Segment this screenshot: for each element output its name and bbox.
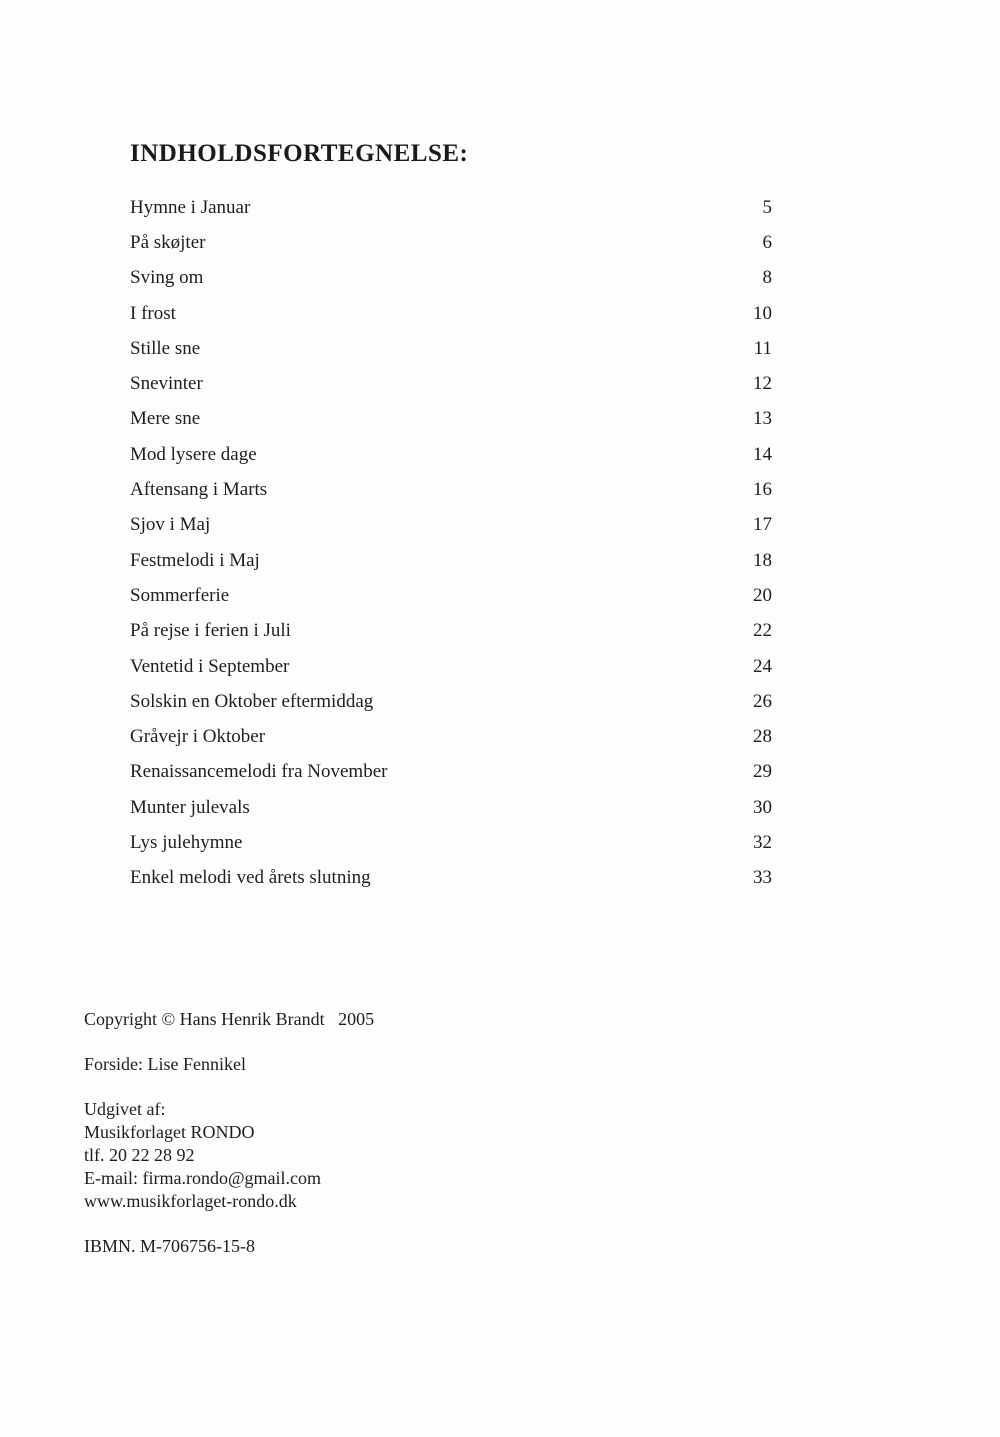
- toc-entry-title: Sving om: [130, 267, 204, 289]
- toc-entry: [130, 578, 772, 613]
- publisher-website: www.musikforlaget-rondo.dk: [84, 1191, 297, 1211]
- toc-entry-page: 20: [753, 584, 772, 606]
- toc-entry: [130, 543, 772, 578]
- toc-entry-page: 24: [753, 655, 772, 677]
- toc-entry: [130, 331, 772, 366]
- toc-entry-page: 16: [753, 479, 772, 501]
- toc-entry-page: 18: [753, 549, 772, 571]
- publisher-label: Udgivet af:: [84, 1099, 166, 1119]
- cover-credit: Forside: Lise Fennikel: [84, 1054, 246, 1074]
- toc-list: [130, 190, 772, 896]
- toc-entry: [130, 861, 772, 896]
- toc-entry-page: 33: [753, 867, 772, 889]
- toc-entry-title: Renaissancemelodi fra November: [130, 761, 388, 783]
- toc-entry: [130, 261, 772, 296]
- toc-entry-title: Munter julevals: [130, 796, 250, 818]
- toc-heading: INDHOLDSFORTEGNELSE:: [130, 140, 469, 167]
- toc-entry-title: Solskin en Oktober eftermiddag: [130, 690, 374, 712]
- publisher-email: E-mail: firma.rondo@gmail.com: [84, 1168, 322, 1188]
- toc-entry: [130, 472, 772, 507]
- toc-entry-title: På skøjter: [130, 231, 206, 253]
- toc-entry-title: Aftensang i Marts: [130, 479, 268, 501]
- toc-entry: [130, 825, 772, 860]
- toc-entry: [130, 719, 772, 754]
- toc-entry-page: 12: [753, 373, 772, 395]
- publisher-block: [84, 1098, 374, 1213]
- toc-entry-title: Snevinter: [130, 373, 203, 395]
- toc-entry-page: 11: [753, 337, 772, 359]
- toc-entry-title: Sommerferie: [130, 584, 230, 606]
- toc-entry: [130, 402, 772, 437]
- toc-entry-page: 17: [753, 514, 772, 536]
- ibmn-number: IBMN. M-706756-15-8: [84, 1236, 255, 1256]
- toc-entry-page: 6: [762, 231, 772, 253]
- toc-entry-title: Lys julehymne: [130, 831, 243, 853]
- publisher-phone: tlf. 20 22 28 92: [84, 1145, 195, 1165]
- toc-entry-title: Enkel melodi ved årets slutning: [130, 867, 371, 889]
- toc-entry: [130, 614, 772, 649]
- toc-entry-page: 14: [753, 443, 772, 465]
- toc-entry-page: 8: [762, 267, 772, 289]
- toc-entry-title: Mere sne: [130, 408, 201, 430]
- toc-entry-page: 29: [753, 761, 772, 783]
- toc-entry-page: 32: [753, 831, 772, 853]
- toc-entry: [130, 790, 772, 825]
- toc-entry-page: 22: [753, 620, 772, 642]
- toc-entry: [130, 366, 772, 401]
- toc-entry: [130, 296, 772, 331]
- toc-entry: [130, 649, 772, 684]
- toc-entry-title: Ventetid i September: [130, 655, 290, 677]
- toc-entry: [130, 190, 772, 225]
- toc-entry: [130, 437, 772, 472]
- toc-entry-title: Stille sne: [130, 337, 201, 359]
- toc-entry-page: 13: [753, 408, 772, 430]
- toc-entry: [130, 684, 772, 719]
- publisher-name: Musikforlaget RONDO: [84, 1122, 255, 1142]
- toc-entry-page: 30: [753, 796, 772, 818]
- toc-entry-title: Sjov i Maj: [130, 514, 211, 536]
- toc-entry-title: Hymne i Januar: [130, 196, 251, 218]
- toc-entry-title: På rejse i ferien i Juli: [130, 620, 291, 642]
- toc-entry: [130, 755, 772, 790]
- toc-entry: [130, 508, 772, 543]
- toc-entry-page: 26: [753, 690, 772, 712]
- colophon: [84, 1008, 374, 1258]
- toc-entry-page: 28: [753, 726, 772, 748]
- toc-entry-title: I frost: [130, 302, 176, 324]
- toc-entry-title: Gråvejr i Oktober: [130, 726, 266, 748]
- toc-entry-title: Festmelodi i Maj: [130, 549, 260, 571]
- toc-entry-page: 5: [762, 196, 772, 218]
- toc-entry-page: 10: [753, 302, 772, 324]
- toc-entry: [130, 225, 772, 260]
- toc-entry-title: Mod lysere dage: [130, 443, 257, 465]
- copyright-line: Copyright © Hans Henrik Brandt 2005: [84, 1009, 375, 1029]
